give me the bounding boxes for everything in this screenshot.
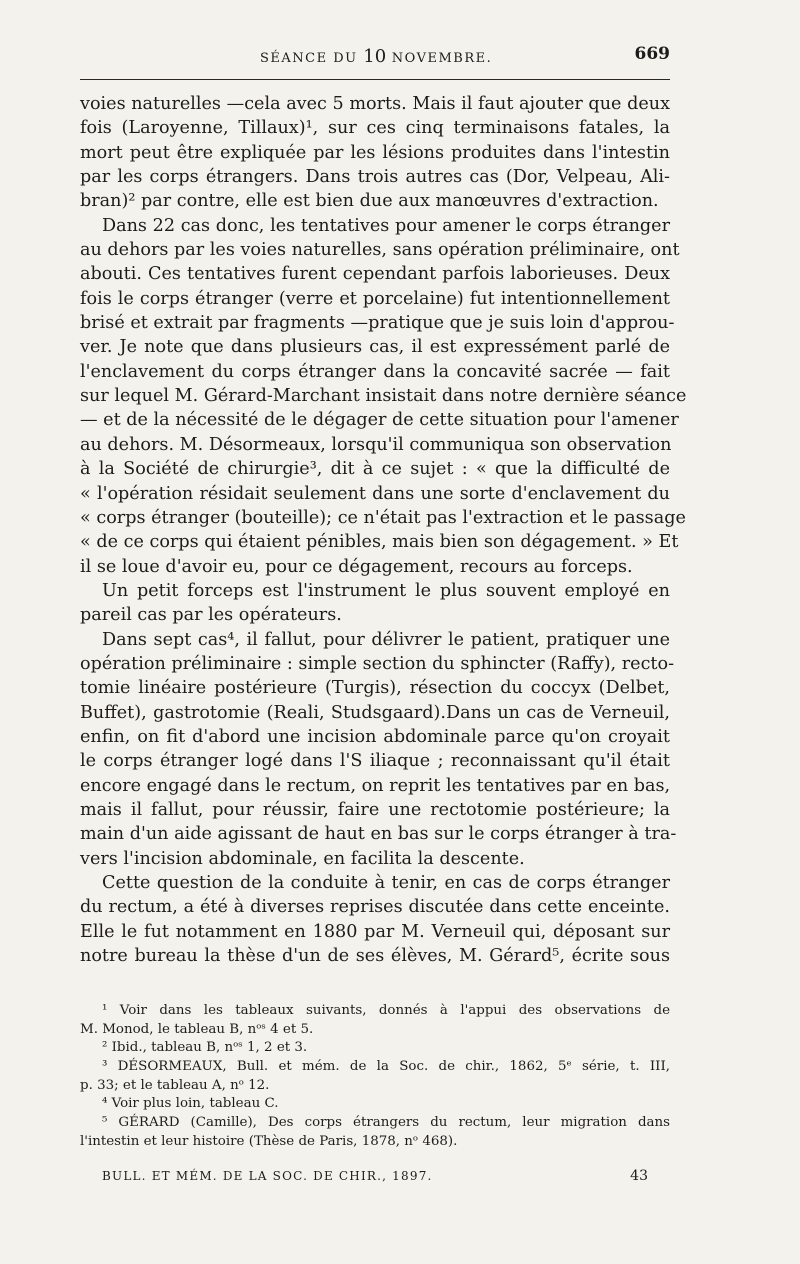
running-header: [80, 44, 670, 68]
body-line: brisé et extrait par fragments —pratique que je suis loin d'approu-: [80, 313, 675, 334]
header-rule: [80, 79, 670, 80]
body-line: « de ce corps qui étaient pénibles, mais bien son dégagement. » Et: [80, 532, 679, 553]
footnote-line: p. 33; et le tableau A, nᵒ 12.: [80, 1077, 270, 1093]
body-line: Un petit forceps est l'instrument le plus souvent employé en: [102, 580, 670, 601]
footnote-line: ⁵ GÉRARD (Camille), Des corps étrangers du rectum, leur migration dans: [102, 1115, 670, 1131]
body-line: sur lequel M. Gérard-Marchant insistait dans notre dernière séance: [80, 386, 687, 407]
body-line: par les corps étrangers. Dans trois autres cas (Dor, Velpeau, Ali-: [80, 167, 670, 188]
body-line: tomie linéaire postérieure (Turgis), résection du coccyx (Delbet,: [80, 678, 670, 699]
body-line: mort peut être expliquée par les lésions produites dans l'intestin: [80, 142, 670, 163]
body-line: au dehors par les voies naturelles, sans opération préliminaire, ont: [80, 240, 680, 261]
body-line: fois le corps étranger (verre et porcelaine) fut intentionnellement: [80, 288, 670, 309]
signature-footer: [80, 1169, 670, 1189]
footnote-line: ⁴ Voir plus loin, tableau C.: [102, 1096, 279, 1112]
body-line: Dans sept cas⁴, il fallut, pour délivrer le patient, pratiquer une: [102, 629, 670, 650]
page-number: 669: [634, 44, 670, 64]
body-line: abouti. Ces tentatives furent cependant parfois laborieuses. Deux: [80, 264, 670, 285]
body-line: ver. Je note que dans plusieurs cas, il est expressément parlé de: [80, 337, 670, 358]
footnote-line: M. Monod, le tableau B, nᵒˢ 4 et 5.: [80, 1021, 314, 1037]
body-line: vers l'incision abdominale, en facilita la descente.: [80, 848, 525, 869]
header-title: [260, 46, 492, 67]
body-line: Elle le fut notamment en 1880 par M. Verneuil qui, déposant sur: [80, 921, 670, 942]
body-line: — et de la nécessité de le dégager de cette situation pour l'amener: [80, 410, 679, 431]
body-line: du rectum, a été à diverses reprises discutée dans cette enceinte.: [80, 897, 670, 918]
body-line: encore engagé dans le rectum, on reprit les tentatives par en bas,: [80, 775, 671, 796]
body-line: voies naturelles —cela avec 5 morts. Mais il faut ajouter que deux: [80, 94, 670, 114]
body-line: à la Société de chirurgie³, dit à ce sujet : « que la difficulté de: [80, 459, 670, 480]
body-line: « l'opération résidait seulement dans une sorte d'enclavement du: [80, 483, 670, 504]
body-line: main d'un aide agissant de haut en bas sur le corps étranger à tra-: [80, 824, 677, 845]
header-prefix: SÉANCE DU: [260, 51, 364, 66]
body-line: Dans 22 cas donc, les tentatives pour amener le corps étranger: [102, 215, 670, 236]
footnote-line: ² Ibid., tableau B, nᵒˢ 1, 2 et 3.: [102, 1040, 308, 1056]
body-line: enfin, on fit d'abord une incision abdominale parce qu'on croyait: [80, 726, 670, 747]
body-line: fois (Laroyenne, Tillaux)¹, sur ces cinq terminaisons fatales, la: [80, 118, 670, 139]
body-line: pareil cas par les opérateurs.: [80, 605, 342, 626]
header-day: 10: [363, 46, 387, 67]
footnotes: [80, 1002, 670, 1152]
body-line: le corps étranger logé dans l'S iliaque ; reconnaissant qu'il était: [80, 751, 670, 772]
body-line: mais il fallut, pour réussir, faire une rectotomie postérieure; la: [80, 799, 670, 820]
body-line: « corps étranger (bouteille); ce n'était pas l'extraction et le passage: [80, 507, 686, 528]
body-line: opération préliminaire : simple section du sphincter (Raffy), recto-: [80, 653, 675, 674]
signature-number: 43: [630, 1168, 648, 1184]
footnote-line: ¹ Voir dans les tableaux suivants, donnés à l'appui des observations de: [102, 1003, 670, 1018]
footnote-line: ³ DÉSORMEAUX, Bull. et mém. de la Soc. de chir., 1862, 5ᵉ série, t. III,: [102, 1059, 670, 1075]
body-line: il se loue d'avoir eu, pour ce dégagement, recours au forceps.: [80, 556, 633, 577]
body-line: au dehors. M. Désormeaux, lorsqu'il communiqua son observation: [80, 434, 672, 455]
body-line: Cette question de la conduite à tenir, en cas de corps étranger: [102, 873, 670, 893]
page: [80, 0, 687, 1264]
signature-text: BULL. ET MÉM. DE LA SOC. DE CHIR., 1897.: [102, 1169, 433, 1183]
body-line: bran)² par contre, elle est bien due aux manœuvres d'extraction.: [80, 191, 659, 212]
body-line: l'enclavement du corps étranger dans la concavité sacrée — fait: [80, 361, 670, 382]
footnote-line: l'intestin et leur histoire (Thèse de Paris, 1878, nᵒ 468).: [80, 1133, 458, 1149]
body-line: notre bureau la thèse d'un de ses élèves, M. Gérard⁵, écrite sous: [80, 946, 670, 967]
body-line: Buffet), gastrotomie (Reali, Studsgaard).Dans un cas de Verneuil,: [80, 702, 670, 723]
header-suffix: NOVEMBRE.: [386, 51, 493, 66]
body-text: [80, 92, 687, 968]
